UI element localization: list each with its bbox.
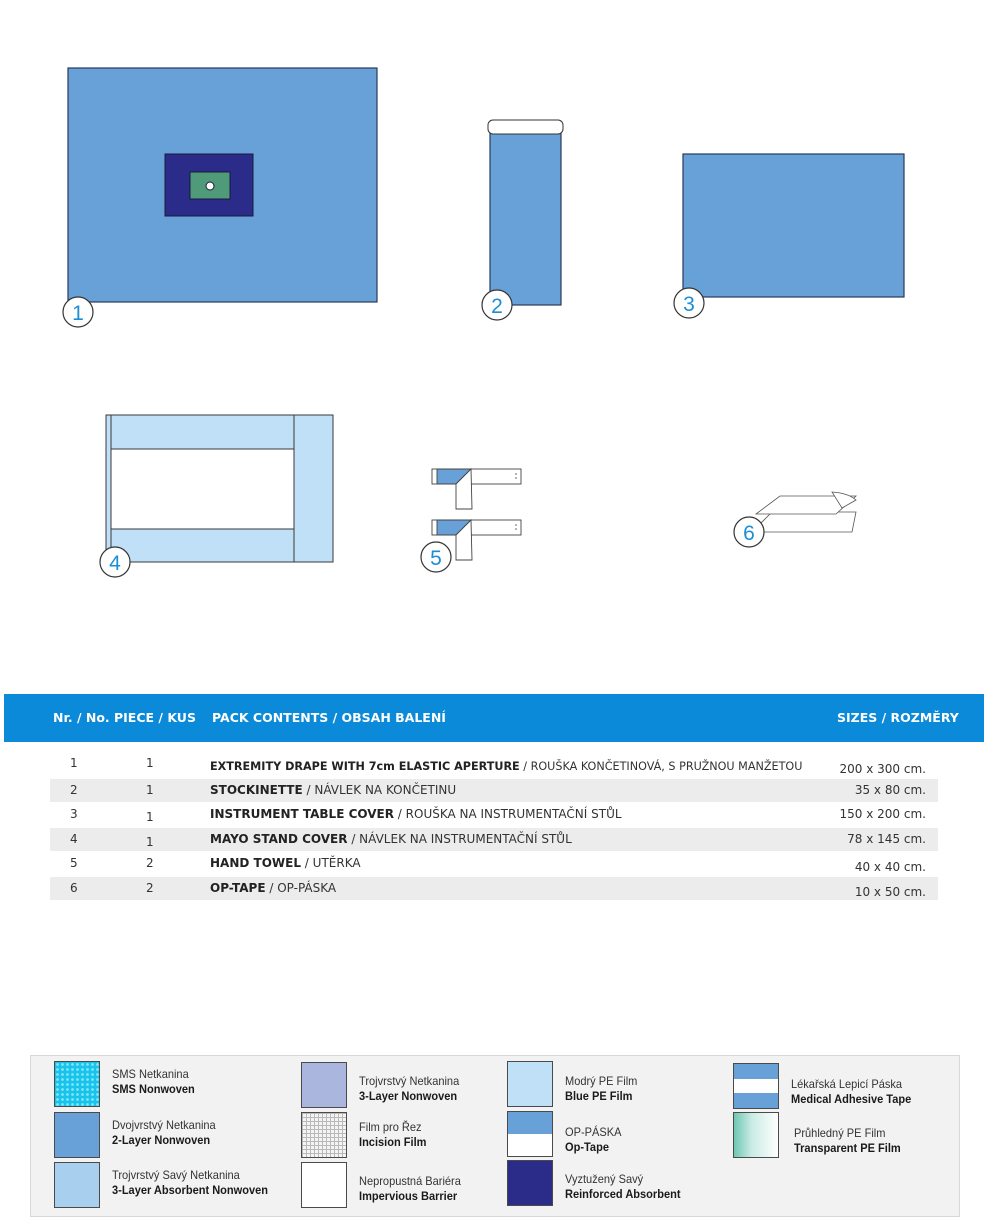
row-nr: 4 (70, 831, 78, 846)
row-size: 10 x 50 cm. (854, 884, 926, 899)
row-name-en: OP-TAPE (210, 880, 266, 895)
legend-label-cz: Trojvrstvý Netkanina (359, 1074, 460, 1088)
extremity-drape-illustration (68, 68, 377, 302)
row-name (210, 856, 361, 870)
legend-label-cz: Lékařská Lepicí Páska (791, 1077, 903, 1091)
svg-text:5: 5 (430, 547, 442, 570)
item-badge-4 (100, 547, 130, 577)
svg-text:6: 6 (743, 522, 755, 545)
item-badge-1 (63, 297, 93, 327)
swatch-impervious-barrier (301, 1162, 347, 1208)
header-nr: Nr. / No. (53, 710, 110, 725)
legend-label-en: Medical Adhesive Tape (791, 1092, 912, 1106)
row-name-en: HAND TOWEL (210, 856, 301, 871)
swatch-3-layer-nonwoven (301, 1062, 347, 1108)
table-row (50, 852, 938, 875)
legend-label-en: Reinforced Absorbent (565, 1187, 681, 1201)
row-name (210, 760, 802, 773)
legend-label-cz: OP-PÁSKA (565, 1125, 622, 1139)
svg-text:2: 2 (491, 295, 503, 318)
swatch-medical-adhesive-tape (733, 1063, 779, 1109)
table-row (50, 803, 938, 826)
row-name-cz: / OP-PÁSKA (265, 880, 337, 895)
row-nr: 1 (70, 756, 78, 770)
row-name-en: EXTREMITY DRAPE WITH 7cm ELASTIC APERTURE (210, 760, 520, 773)
row-size: 40 x 40 cm. (854, 860, 926, 875)
legend-label-en: 3-Layer Absorbent Nonwoven (112, 1183, 269, 1197)
swatch-op-tape (507, 1111, 553, 1157)
row-size: 78 x 145 cm. (847, 831, 926, 846)
row-name-en: STOCKINETTE (210, 782, 303, 797)
item-badge-5 (421, 542, 451, 572)
row-name-en: INSTRUMENT TABLE COVER (210, 807, 394, 822)
legend-label-en: SMS Nonwoven (112, 1082, 195, 1096)
row-size: 35 x 80 cm. (854, 782, 926, 797)
legend-label-cz: SMS Netkanina (112, 1067, 189, 1081)
row-nr: 6 (70, 880, 78, 895)
table-row (50, 754, 938, 777)
legend-label-cz: Film pro Řez (359, 1120, 422, 1134)
row-name-cz: / ROUŠKA NA INSTRUMENTAČNÍ STŮL (393, 807, 622, 822)
svg-text:1: 1 (72, 302, 84, 325)
table-row (50, 877, 938, 900)
legend-label-cz: Dvojvrstvý Netkanina (112, 1118, 216, 1132)
row-nr: 5 (70, 856, 78, 871)
swatch-reinforced-absorbent (507, 1160, 553, 1206)
pack-contents-table (50, 754, 938, 902)
swatch-sms-nonwoven (54, 1061, 100, 1107)
row-name-cz: / ROUŠKA KONČETINOVÁ, S PRUŽNOU MANŽETOU (519, 760, 803, 773)
legend-label-en: Impervious Barrier (359, 1189, 458, 1203)
row-name-cz: / NÁVLEK NA KONČETINU (302, 782, 457, 797)
legend-label-en: Op-Tape (565, 1140, 609, 1154)
row-name-cz: / UTĚRKA (300, 856, 361, 871)
item-badge-2 (482, 290, 512, 320)
swatch-blue-pe-film (507, 1061, 553, 1107)
row-nr: 2 (70, 782, 78, 797)
row-piece: 1 (146, 782, 154, 797)
legend-label-en: Transparent PE Film (794, 1141, 901, 1155)
header-contents: PACK CONTENTS / OBSAH BALENÍ (212, 710, 446, 725)
row-name (210, 881, 336, 895)
legend-label-en: Incision Film (359, 1135, 427, 1149)
item-badge-3 (674, 288, 704, 318)
legend-label-en: Blue PE Film (565, 1089, 633, 1103)
table-row (50, 828, 938, 851)
row-size: 200 x 300 cm. (839, 762, 926, 776)
svg-text:3: 3 (683, 293, 695, 316)
legend-label-cz: Trojvrstvý Savý Netkanina (112, 1168, 240, 1182)
table-row (50, 779, 938, 802)
row-nr: 3 (70, 807, 78, 822)
item-badge-6 (734, 517, 764, 547)
row-name-en: MAYO STAND COVER (210, 831, 348, 846)
legend-label-cz: Nepropustná Bariéra (359, 1174, 461, 1188)
row-name (210, 783, 456, 797)
row-name (210, 807, 622, 821)
swatch-incision-film (301, 1112, 347, 1158)
legend-label-en: 3-Layer Nonwoven (359, 1089, 458, 1103)
svg-text:4: 4 (109, 552, 121, 575)
legend-label-cz: Modrý PE Film (565, 1074, 638, 1088)
legend-label-cz: Vyztužený Savý (565, 1172, 644, 1186)
instrument-table-cover-illustration (683, 154, 904, 297)
row-piece: 1 (146, 834, 154, 849)
row-piece: 2 (146, 880, 154, 895)
row-name (210, 832, 572, 846)
row-piece: 1 (146, 756, 154, 770)
row-piece: 2 (146, 856, 154, 871)
row-name-cz: / NÁVLEK NA INSTRUMENTAČNÍ STŮL (347, 831, 572, 846)
header-sizes: SIZES / ROZMĚRY (837, 710, 959, 725)
hand-towel-illustration (752, 492, 856, 532)
table-header (4, 694, 984, 742)
swatch-2-layer-nonwoven (54, 1112, 100, 1158)
legend-label-en: 2-Layer Nonwoven (112, 1133, 211, 1147)
swatch-transparent-pe-film (733, 1112, 779, 1158)
row-size: 150 x 200 cm. (839, 807, 926, 822)
swatch-3-layer-absorbent-nonwoven (54, 1162, 100, 1208)
material-legend (30, 1055, 960, 1217)
header-piece: PIECE / KUS (114, 710, 196, 725)
stockinette-illustration (488, 120, 563, 305)
mayo-stand-cover-illustration (106, 415, 333, 562)
row-piece: 1 (146, 810, 154, 825)
legend-label-cz: Průhledný PE Film (794, 1126, 886, 1140)
